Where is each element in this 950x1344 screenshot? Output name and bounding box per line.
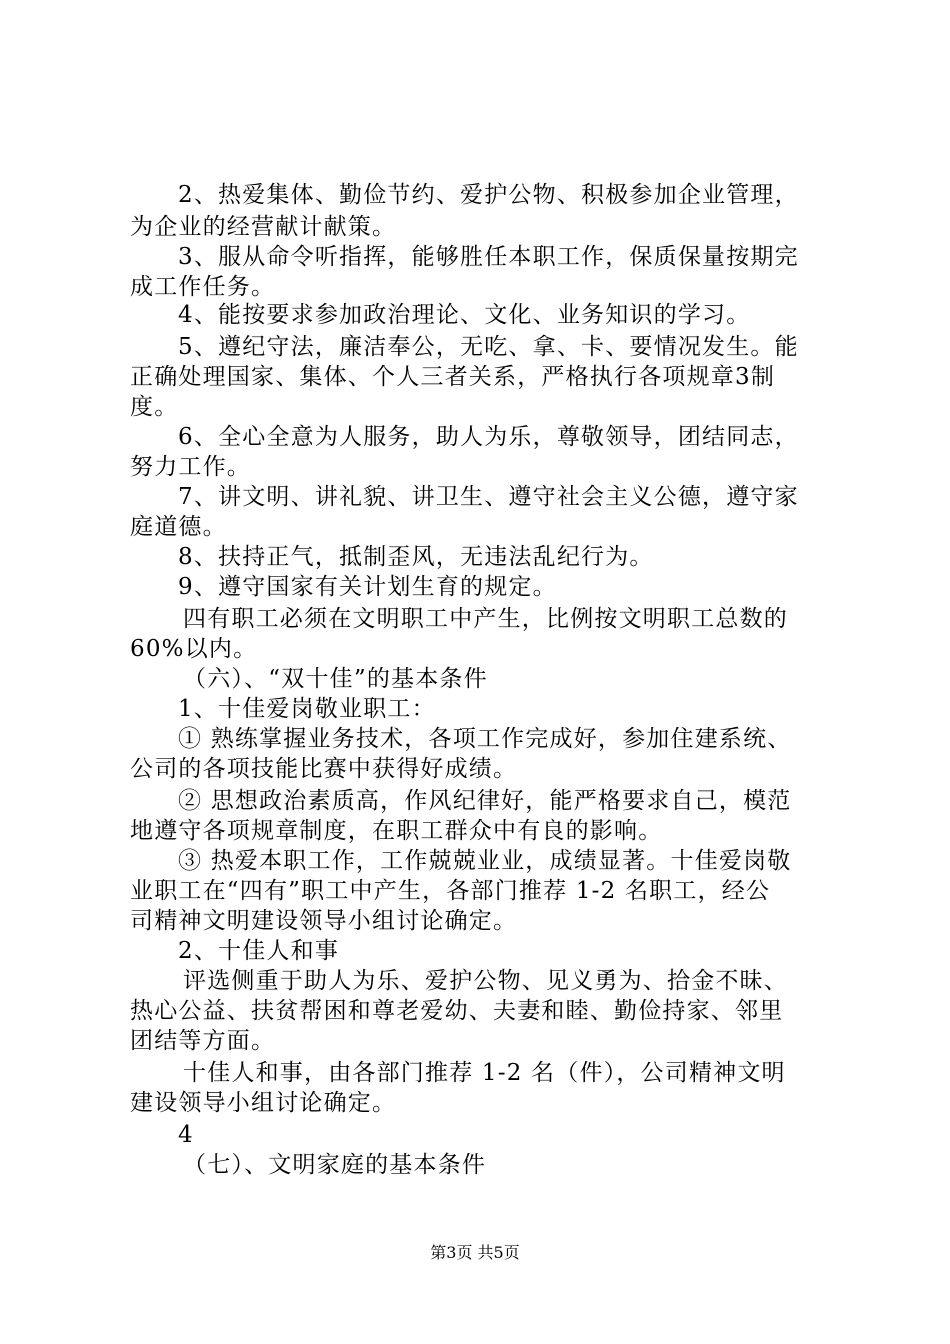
paragraph-line: 6、全心全意为人服务，助人为乐，尊敬领导，团结同志， [178,424,799,450]
paragraph-line: 团结等方面。 [130,1028,276,1054]
paragraph-line: 成工作任务。 [130,274,276,300]
paragraph-line: ① 熟练掌握业务技术，各项工作完成好，参加住建系统、 [178,726,792,752]
paragraph-line: ② 思想政治素质高，作风纪律好，能严格要求自己，模范 [178,788,792,814]
paragraph-line: 8、扶持正气，抵制歪风，无违法乱纪行为。 [178,544,654,570]
paragraph-line: 建设领导小组讨论确定。 [130,1090,397,1116]
paragraph-line: 4、能按要求参加政治理论、文化、业务知识的学习。 [178,302,751,328]
paragraph-line: 庭道德。 [130,514,227,540]
paragraph-line: 5、遵纪守法，廉洁奉公，无吃、拿、卡、要情况发生。能 [178,334,799,360]
paragraph-line: 司精神文明建设领导小组讨论确定。 [130,908,518,934]
stray-page-number: 4 [178,1122,194,1148]
paragraph-line: 60%以内。 [130,636,258,662]
paragraph-line: 2、十佳人和事 [178,938,340,964]
paragraph-line: 9、遵守国家有关计划生育的规定。 [178,574,557,600]
paragraph-line: 努力工作。 [130,454,251,480]
paragraph-line: 地遵守各项规章制度，在职工群众中有良的影响。 [130,818,663,844]
paragraph-line: 2、热爱集体、勤俭节约、爱护公物、积极参加企业管理， [178,182,799,208]
paragraph-line: 7、讲文明、讲礼貌、讲卫生、遵守社会主义公德，遵守家 [178,484,799,510]
paragraph-line: 四有职工必须在文明职工中产生，比例按文明职工总数的 [183,606,788,632]
section-heading: （六）、“双十佳”的基本条件 [183,666,488,692]
paragraph-line: 十佳人和事，由各部门推荐 1-2 名（件），公司精神文明 [183,1060,786,1086]
section-heading: （七）、文明家庭的基本条件 [183,1152,487,1178]
paragraph-line: 热心公益、扶贫帮困和尊老爱幼、夫妻和睦、勤俭持家、邻里 [130,998,784,1024]
paragraph-line: 3、服从命令听指挥，能够胜任本职工作，保质保量按期完 [178,244,799,270]
paragraph-line: 业职工在“四有”职工中产生，各部门推荐 1-2 名职工，经公 [130,878,771,904]
paragraph-line: 评选侧重于助人为乐、爱护公物、见义勇为、拾金不昧、 [183,968,788,994]
page-footer: 第3页 共5页 [430,1243,520,1262]
paragraph-line: 度。 [130,394,179,420]
paragraph-line: 公司的各项技能比赛中获得好成绩。 [130,756,518,782]
paragraph-line: 为企业的经营献计献策。 [130,214,397,240]
paragraph-line: 1、十佳爱岗敬业职工： [178,696,436,722]
paragraph-line: ③ 热爱本职工作，工作兢兢业业，成绩显著。十佳爱岗敬 [178,848,792,874]
paragraph-line: 正确处理国家、集体、个人三者关系，严格执行各项规章3制 [130,364,776,390]
